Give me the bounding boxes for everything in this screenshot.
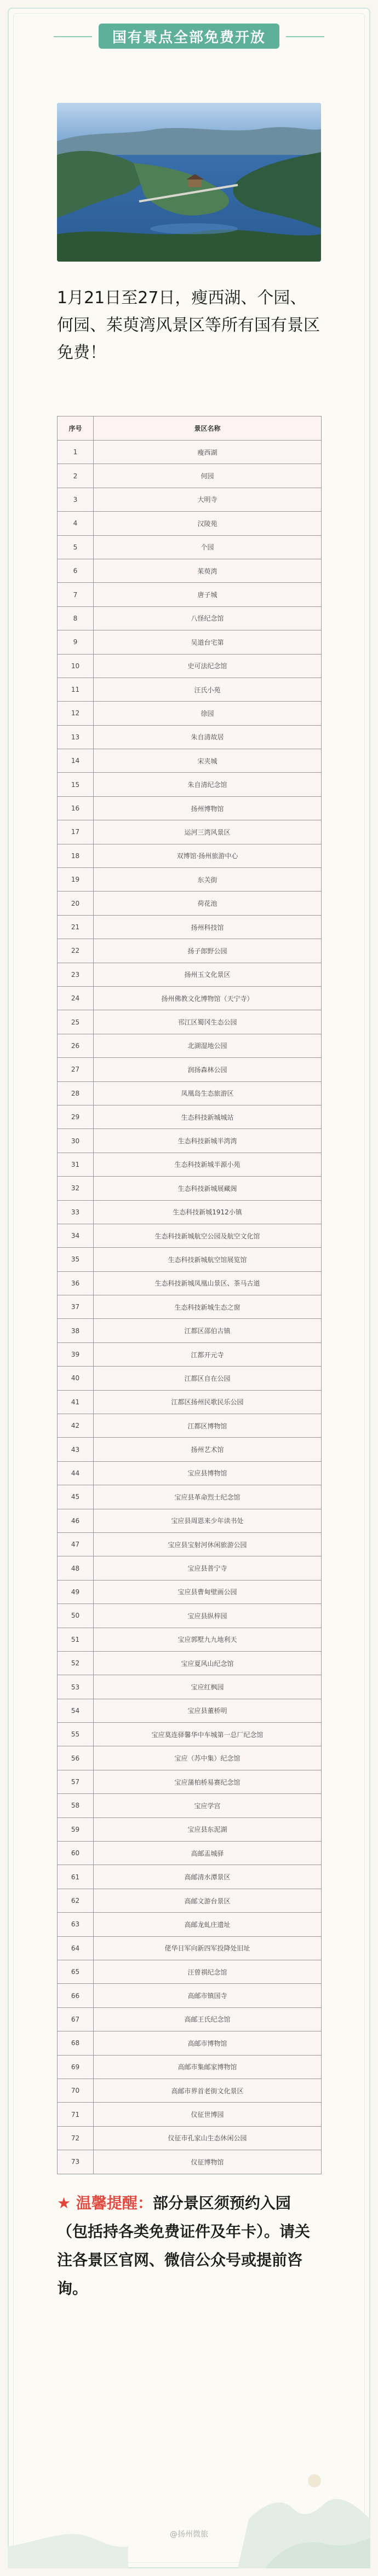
table-row <box>58 1414 322 1438</box>
row-scenic-name: 江都区邵伯古镇 <box>94 1319 322 1342</box>
row-scenic-name: 宝应学宫 <box>94 1794 322 1817</box>
table-row <box>58 1010 322 1034</box>
row-number: 2 <box>58 464 94 488</box>
mountain-decoration-icon <box>8 2437 370 2568</box>
row-scenic-name: 佬华日军向新四军投降处旧址 <box>94 1936 322 1960</box>
row-scenic-name: 宝应县宝射河休闲旅游公园 <box>94 1532 322 1556</box>
row-scenic-name: 北湖湿地公园 <box>94 1034 322 1057</box>
row-number: 20 <box>58 892 94 915</box>
row-number: 41 <box>58 1390 94 1414</box>
reminder-note <box>57 2189 321 2303</box>
row-scenic-name: 仪征市孔家山生态休闲公园 <box>94 2126 322 2150</box>
row-number: 34 <box>58 1224 94 1247</box>
table-row <box>58 1295 322 1319</box>
table-row <box>58 892 322 915</box>
row-scenic-name: 宝应县东泥湖 <box>94 1817 322 1841</box>
row-scenic-name: 生态科技新城半湾湾 <box>94 1129 322 1153</box>
row-scenic-name: 宝应夏风山纪念馆 <box>94 1651 322 1675</box>
row-number: 61 <box>58 1865 94 1889</box>
row-number: 45 <box>58 1485 94 1509</box>
row-scenic-name: 扬州科技馆 <box>94 915 322 939</box>
row-number: 22 <box>58 939 94 963</box>
row-scenic-name: 高邮龙虬庄遗址 <box>94 1913 322 1936</box>
table-row <box>58 1319 322 1342</box>
row-number: 26 <box>58 1034 94 1057</box>
row-scenic-name: 生态科技新城生态之窗 <box>94 1295 322 1319</box>
row-number: 33 <box>58 1200 94 1224</box>
row-scenic-name: 宝应县曹甸壁画公园 <box>94 1580 322 1604</box>
row-number: 12 <box>58 702 94 725</box>
row-number: 57 <box>58 1770 94 1793</box>
table-row <box>58 1699 322 1722</box>
table-row <box>58 939 322 963</box>
row-number: 1 <box>58 441 94 464</box>
table-row <box>58 725 322 749</box>
row-number: 17 <box>58 820 94 844</box>
table-row <box>58 986 322 1010</box>
row-number: 28 <box>58 1081 94 1105</box>
table-row <box>58 1604 322 1628</box>
row-scenic-name: 宝应县纵梓园 <box>94 1604 322 1628</box>
row-scenic-name: 仪征博物馆 <box>94 2150 322 2174</box>
table-row <box>58 1200 322 1224</box>
table-row <box>58 1390 322 1414</box>
column-header-number: 序号 <box>58 416 94 441</box>
row-number: 10 <box>58 654 94 678</box>
table-row <box>58 1842 322 1865</box>
row-number: 21 <box>58 915 94 939</box>
row-scenic-name: 宝应（苏中集）纪念馆 <box>94 1746 322 1770</box>
table-row <box>58 1960 322 1984</box>
table-row <box>58 512 322 535</box>
row-number: 70 <box>58 2079 94 2102</box>
row-number: 49 <box>58 1580 94 1604</box>
row-number: 7 <box>58 583 94 606</box>
row-scenic-name: 八怪纪念馆 <box>94 606 322 630</box>
row-number: 13 <box>58 725 94 749</box>
table-row <box>58 1438 322 1461</box>
table-row <box>58 2103 322 2126</box>
table-body <box>58 441 322 2174</box>
table-row <box>58 1105 322 1128</box>
row-scenic-name: 江都区博物馆 <box>94 1414 322 1438</box>
table-row <box>58 749 322 773</box>
row-number: 30 <box>58 1129 94 1153</box>
row-number: 53 <box>58 1675 94 1699</box>
row-number: 8 <box>58 606 94 630</box>
row-scenic-name: 宝应郭墅九九地利天 <box>94 1628 322 1651</box>
row-scenic-name: 扬州玉文化景区 <box>94 963 322 986</box>
table-row <box>58 630 322 654</box>
row-number: 18 <box>58 844 94 867</box>
row-number: 71 <box>58 2103 94 2126</box>
table-row <box>58 606 322 630</box>
row-scenic-name: 徐园 <box>94 702 322 725</box>
row-scenic-name: 宝应蒲柏桥易赛纪念馆 <box>94 1770 322 1793</box>
row-number: 54 <box>58 1699 94 1722</box>
table-row <box>58 1532 322 1556</box>
table-header-row <box>58 416 322 441</box>
row-scenic-name: 荷花池 <box>94 892 322 915</box>
row-scenic-name: 江都区扬州民歌民乐公园 <box>94 1390 322 1414</box>
row-scenic-name: 高邮市界首老街文化景区 <box>94 2079 322 2102</box>
row-scenic-name: 生态科技新城半源小苑 <box>94 1153 322 1176</box>
row-number: 67 <box>58 2007 94 2031</box>
row-number: 35 <box>58 1248 94 1271</box>
row-scenic-name: 宝应县周恩来少年读书处 <box>94 1509 322 1532</box>
row-number: 40 <box>58 1367 94 1390</box>
row-scenic-name: 高邮市博物馆 <box>94 2031 322 2055</box>
row-number: 58 <box>58 1794 94 1817</box>
row-number: 66 <box>58 1984 94 2007</box>
row-scenic-name: 扬州佛教文化博物馆（天宁寺） <box>94 986 322 1010</box>
row-number: 50 <box>58 1604 94 1628</box>
row-number: 14 <box>58 749 94 773</box>
table-row <box>58 1461 322 1485</box>
row-number: 6 <box>58 559 94 582</box>
table-row <box>58 1509 322 1532</box>
table-row <box>58 1817 322 1841</box>
row-number: 65 <box>58 1960 94 1984</box>
row-number: 19 <box>58 868 94 892</box>
row-scenic-name: 高邮王氏纪念馆 <box>94 2007 322 2031</box>
table-row <box>58 583 322 606</box>
row-scenic-name: 凤凰岛生态旅游区 <box>94 1081 322 1105</box>
row-number: 55 <box>58 1723 94 1746</box>
table-row <box>58 1746 322 1770</box>
row-number: 31 <box>58 1153 94 1176</box>
row-number: 52 <box>58 1651 94 1675</box>
row-scenic-name: 宝应县博物馆 <box>94 1461 322 1485</box>
table-row <box>58 2150 322 2174</box>
row-number: 63 <box>58 1913 94 1936</box>
row-scenic-name: 运河三湾风景区 <box>94 820 322 844</box>
table-row <box>58 2055 322 2079</box>
table-row <box>58 1675 322 1699</box>
table-row <box>58 1913 322 1936</box>
table-row <box>58 1081 322 1105</box>
header <box>0 20 378 53</box>
reminder-text: 部分景区须预约入园（包括持各类免费证件及年卡）。请关注各景区官网、微信公众号或提前咨询。 <box>57 2194 311 2297</box>
table-row <box>58 915 322 939</box>
row-scenic-name: 江都区自在公园 <box>94 1367 322 1390</box>
table-row <box>58 702 322 725</box>
table-row <box>58 2126 322 2150</box>
row-scenic-name: 双博馆·扬州旅游中心 <box>94 844 322 867</box>
table-row <box>58 1177 322 1200</box>
lead-paragraph: 1月21日至27日，瘦西湖、个园、何园、茱萸湾风景区等所有国有景区免费！ <box>57 288 320 362</box>
table-row <box>58 1342 322 1366</box>
row-number: 47 <box>58 1532 94 1556</box>
row-scenic-name: 汪曾祺纪念馆 <box>94 1960 322 1984</box>
row-scenic-name: 瘦西湖 <box>94 441 322 464</box>
row-scenic-name: 宝应红枫园 <box>94 1675 322 1699</box>
row-scenic-name: 生态科技新城1912小镇 <box>94 1200 322 1224</box>
table-row <box>58 654 322 678</box>
row-scenic-name: 个园 <box>94 535 322 559</box>
table-row <box>58 1248 322 1271</box>
table-row <box>58 773 322 796</box>
row-number: 56 <box>58 1746 94 1770</box>
scenic-spot-table <box>57 416 322 2174</box>
row-number: 24 <box>58 986 94 1010</box>
row-scenic-name: 润扬森林公园 <box>94 1058 322 1081</box>
table-row <box>58 441 322 464</box>
row-scenic-name: 扬州艺术馆 <box>94 1438 322 1461</box>
star-icon: ★ <box>57 2194 71 2212</box>
row-scenic-name: 汪氏小苑 <box>94 678 322 701</box>
row-number: 3 <box>58 488 94 511</box>
table-row <box>58 678 322 701</box>
table-row <box>58 963 322 986</box>
row-scenic-name: 何园 <box>94 464 322 488</box>
table-row <box>58 1865 322 1889</box>
row-scenic-name: 朱自清故居 <box>94 725 322 749</box>
row-scenic-name: 高邮市镇国寺 <box>94 1984 322 2007</box>
row-number: 5 <box>58 535 94 559</box>
table-row <box>58 1224 322 1247</box>
row-scenic-name: 高邮市集邮家博物馆 <box>94 2055 322 2079</box>
row-scenic-name: 江都开元寺 <box>94 1342 322 1366</box>
row-scenic-name: 唐子城 <box>94 583 322 606</box>
table-row <box>58 1058 322 1081</box>
table-row <box>58 1723 322 1746</box>
row-number: 15 <box>58 773 94 796</box>
row-scenic-name: 宋夹城 <box>94 749 322 773</box>
table-row <box>58 1556 322 1580</box>
row-number: 29 <box>58 1105 94 1128</box>
scenic-spot-table-wrap <box>57 416 321 2174</box>
row-scenic-name: 高邮文游台景区 <box>94 1889 322 1912</box>
table-row <box>58 868 322 892</box>
row-number: 60 <box>58 1842 94 1865</box>
table-row <box>58 1367 322 1390</box>
row-scenic-name: 生态科技新城航空馆展览馆 <box>94 1248 322 1271</box>
row-number: 9 <box>58 630 94 654</box>
row-scenic-name: 高邮盂城驿 <box>94 1842 322 1865</box>
row-scenic-name: 宝应县董桥明 <box>94 1699 322 1722</box>
row-number: 51 <box>58 1628 94 1651</box>
row-scenic-name: 宝应县普宁寺 <box>94 1556 322 1580</box>
table-row <box>58 1651 322 1675</box>
row-scenic-name: 生态科技新城凤凰山景区、茶马古道 <box>94 1271 322 1295</box>
row-number: 23 <box>58 963 94 986</box>
table-row <box>58 464 322 488</box>
table-row <box>58 1485 322 1509</box>
table-row <box>58 1628 322 1651</box>
row-scenic-name: 生态科技新城城站 <box>94 1105 322 1128</box>
row-scenic-name: 生态科技新城展藏阁 <box>94 1177 322 1200</box>
row-number: 39 <box>58 1342 94 1366</box>
row-scenic-name: 高邮清水潭景区 <box>94 1865 322 1889</box>
row-scenic-name: 朱自清纪念馆 <box>94 773 322 796</box>
row-scenic-name: 邗江区蜀冈生态公园 <box>94 1010 322 1034</box>
lake-landscape-image <box>57 103 321 262</box>
row-number: 69 <box>58 2055 94 2079</box>
row-number: 11 <box>58 678 94 701</box>
row-number: 48 <box>58 1556 94 1580</box>
table-row <box>58 1889 322 1912</box>
column-header-name: 景区名称 <box>94 416 322 441</box>
row-number: 44 <box>58 1461 94 1485</box>
row-scenic-name: 宝应莫连驿馨华中车城第一总厂纪念馆 <box>94 1723 322 1746</box>
row-scenic-name: 茱萸湾 <box>94 559 322 582</box>
row-number: 68 <box>58 2031 94 2055</box>
row-scenic-name: 仪征世博园 <box>94 2103 322 2126</box>
row-number: 36 <box>58 1271 94 1295</box>
table-row <box>58 2007 322 2031</box>
table-row <box>58 1153 322 1176</box>
row-number: 25 <box>58 1010 94 1034</box>
row-scenic-name: 扬子郎野公园 <box>94 939 322 963</box>
table-row <box>58 844 322 867</box>
row-number: 37 <box>58 1295 94 1319</box>
row-number: 46 <box>58 1509 94 1532</box>
table-row <box>58 796 322 820</box>
row-scenic-name: 宝应县革命烈士纪念馆 <box>94 1485 322 1509</box>
footer-landscape-art <box>8 2437 370 2568</box>
table-row <box>58 1984 322 2007</box>
table-row <box>58 1936 322 1960</box>
row-number: 42 <box>58 1414 94 1438</box>
row-number: 72 <box>58 2126 94 2150</box>
table-row <box>58 535 322 559</box>
table-row <box>58 1580 322 1604</box>
row-scenic-name: 扬州博物馆 <box>94 796 322 820</box>
table-row <box>58 488 322 511</box>
table-row <box>58 820 322 844</box>
row-number: 38 <box>58 1319 94 1342</box>
reminder-label: 温馨提醒： <box>76 2194 153 2212</box>
table-row <box>58 1794 322 1817</box>
row-scenic-name: 生态科技新城航空公园及航空文化馆 <box>94 1224 322 1247</box>
watermark: @扬州微旅 <box>170 2530 208 2539</box>
row-number: 16 <box>58 796 94 820</box>
row-number: 62 <box>58 1889 94 1912</box>
row-number: 4 <box>58 512 94 535</box>
row-number: 27 <box>58 1058 94 1081</box>
row-scenic-name: 吴道台宅第 <box>94 630 322 654</box>
table-row <box>58 1770 322 1793</box>
row-number: 64 <box>58 1936 94 1960</box>
table-row <box>58 559 322 582</box>
row-scenic-name: 大明寺 <box>94 488 322 511</box>
table-row <box>58 2031 322 2055</box>
page-title: 国有景点全部免费开放 <box>112 29 266 46</box>
row-number: 73 <box>58 2150 94 2174</box>
hero-photo <box>57 103 321 262</box>
row-scenic-name: 汉陵苑 <box>94 512 322 535</box>
page-title-banner <box>99 24 279 49</box>
table-row <box>58 1034 322 1057</box>
row-number: 43 <box>58 1438 94 1461</box>
table-row <box>58 1129 322 1153</box>
table-row <box>58 1271 322 1295</box>
row-number: 32 <box>58 1177 94 1200</box>
row-scenic-name: 史可法纪念馆 <box>94 654 322 678</box>
row-number: 59 <box>58 1817 94 1841</box>
table-row <box>58 2079 322 2102</box>
row-scenic-name: 东关街 <box>94 868 322 892</box>
